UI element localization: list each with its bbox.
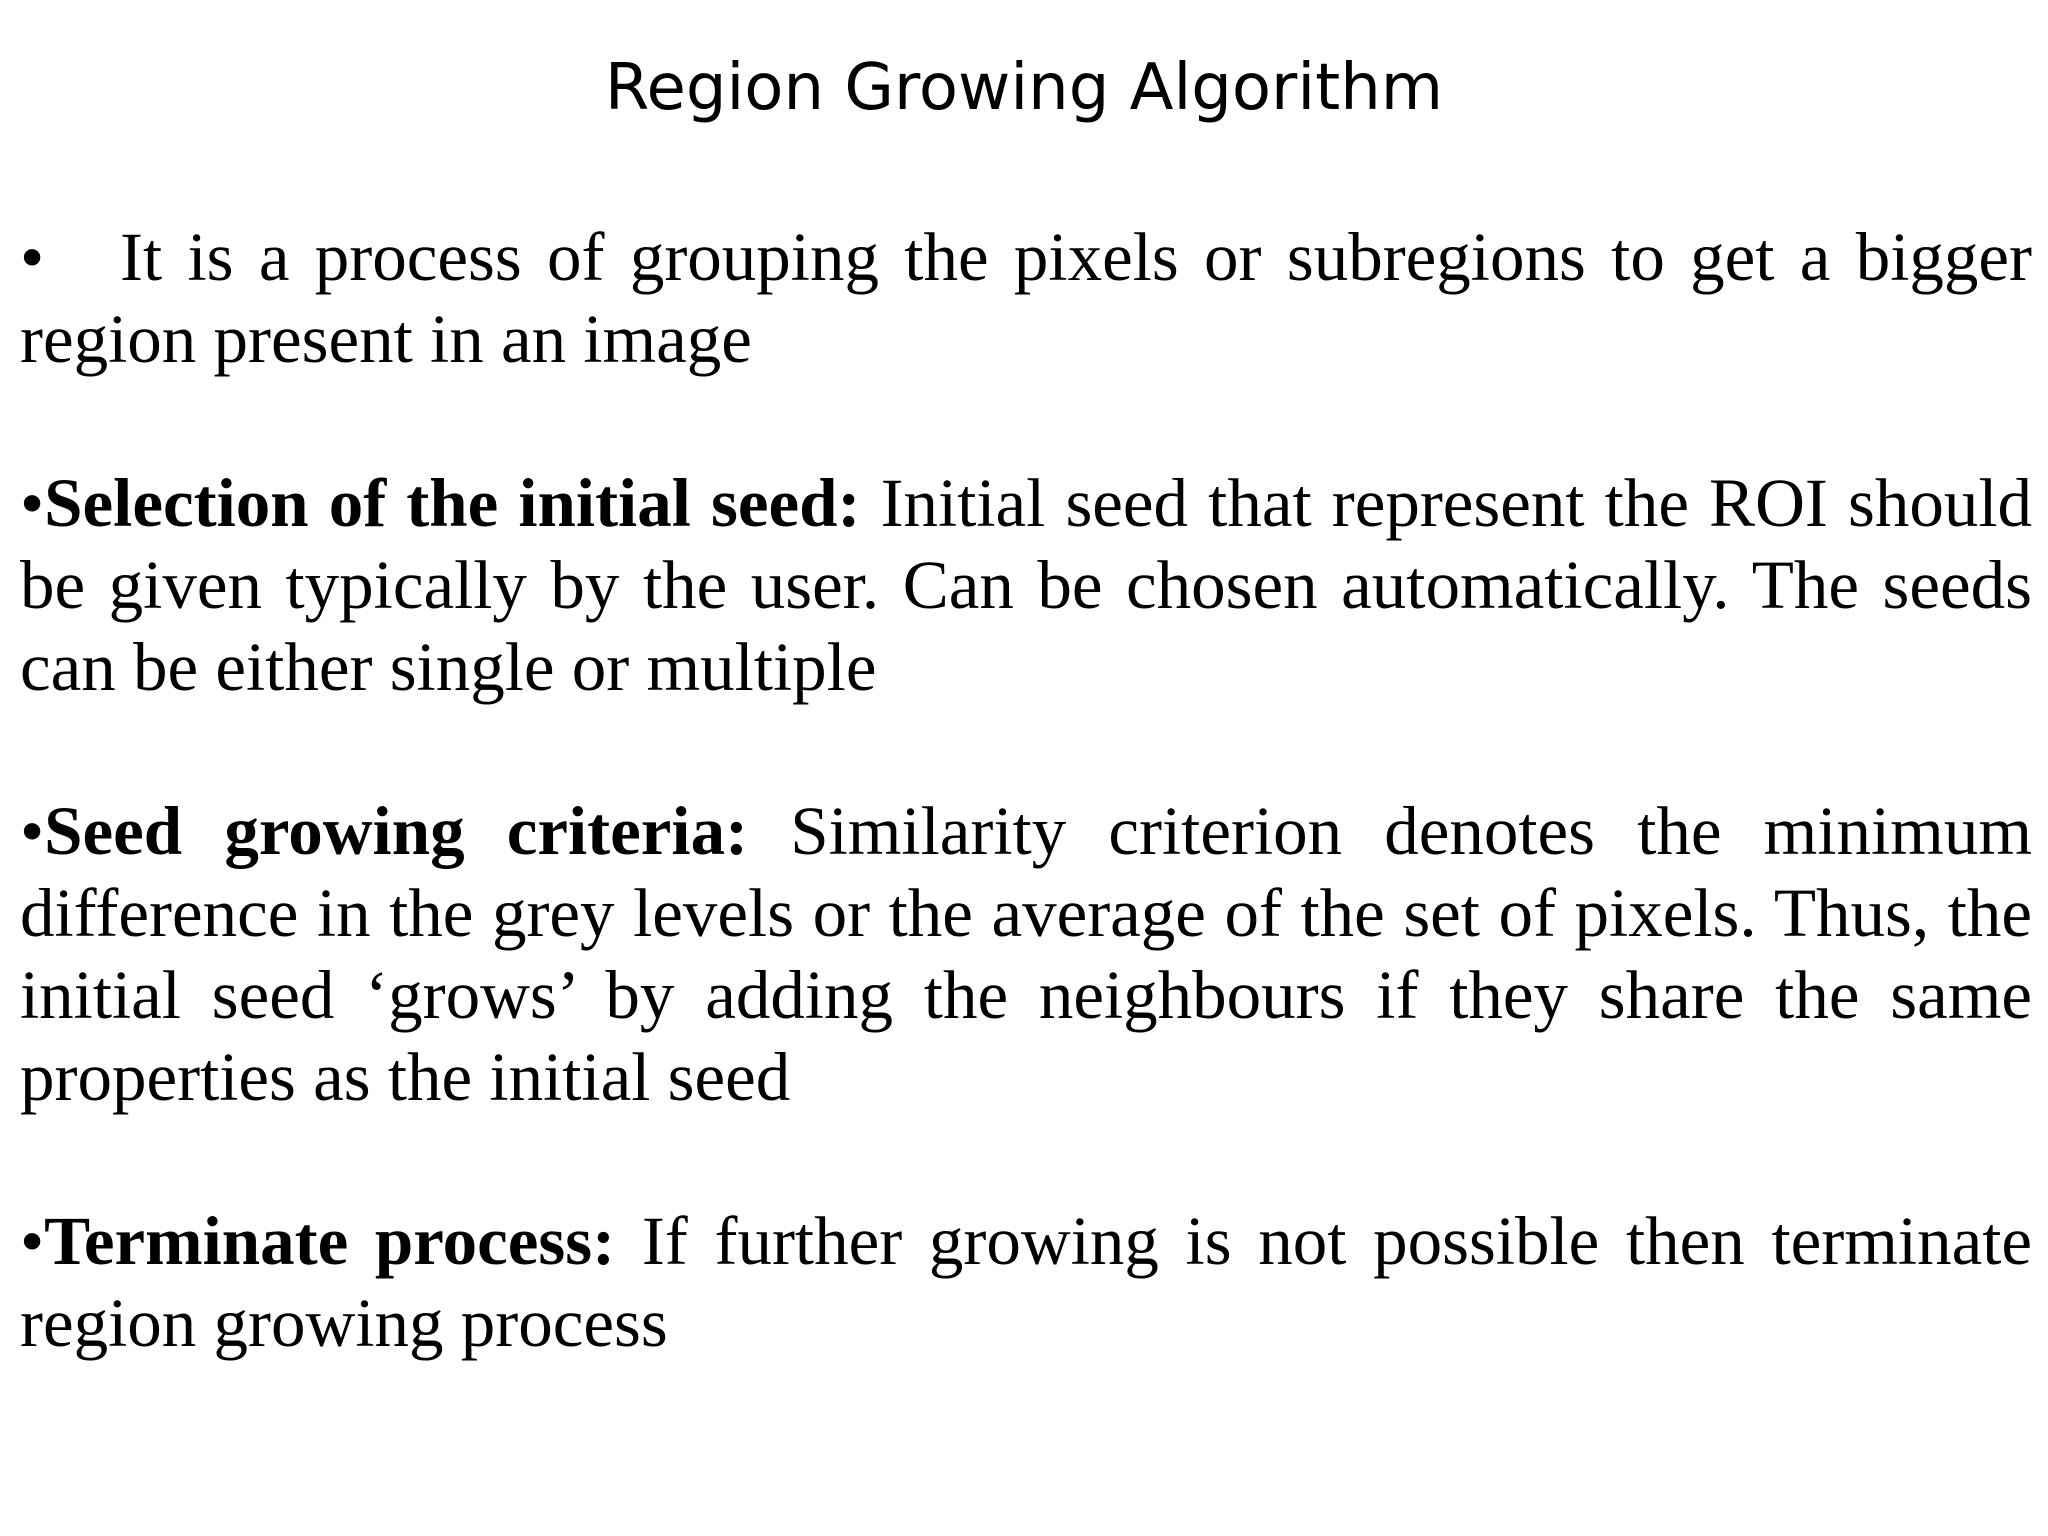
bullet-text: Initial seed that represent the ROI should be given typically by the user. Can be chosen automatically. The seeds can be either single or multiple (20, 465, 2033, 705)
bullet-text: It is a process of grouping the pixels or subregions to get a bigger region present in an image (20, 219, 2032, 377)
bullet-marker: • (20, 1203, 45, 1279)
bullet-marker: • (20, 793, 45, 869)
bullet-text: If further growing is not possible then terminate region growing process (20, 1203, 2033, 1361)
bullet-item-initial-seed (20, 462, 2032, 708)
bullet-term: Seed growing criteria: (44, 793, 749, 869)
bullet-item-growing-criteria (20, 790, 2032, 1118)
bullet-item-definition (20, 216, 2032, 380)
bullet-item-terminate (20, 1200, 2032, 1364)
bullet-marker: • (20, 465, 45, 541)
bullet-term: Selection of the initial seed: (44, 465, 861, 541)
bullet-text: Similarity criterion denotes the minimum difference in the grey levels or the average of the set of pixels. Thus, the initial seed ‘grows’ by adding the neighbours if they share the same properties as the initial seed (20, 793, 2033, 1115)
bullet-list (20, 216, 2032, 1446)
bullet-term: Terminate process: (44, 1203, 616, 1279)
slide-title: Region Growing Algorithm (604, 51, 1444, 125)
bullet-marker: • (20, 219, 45, 295)
